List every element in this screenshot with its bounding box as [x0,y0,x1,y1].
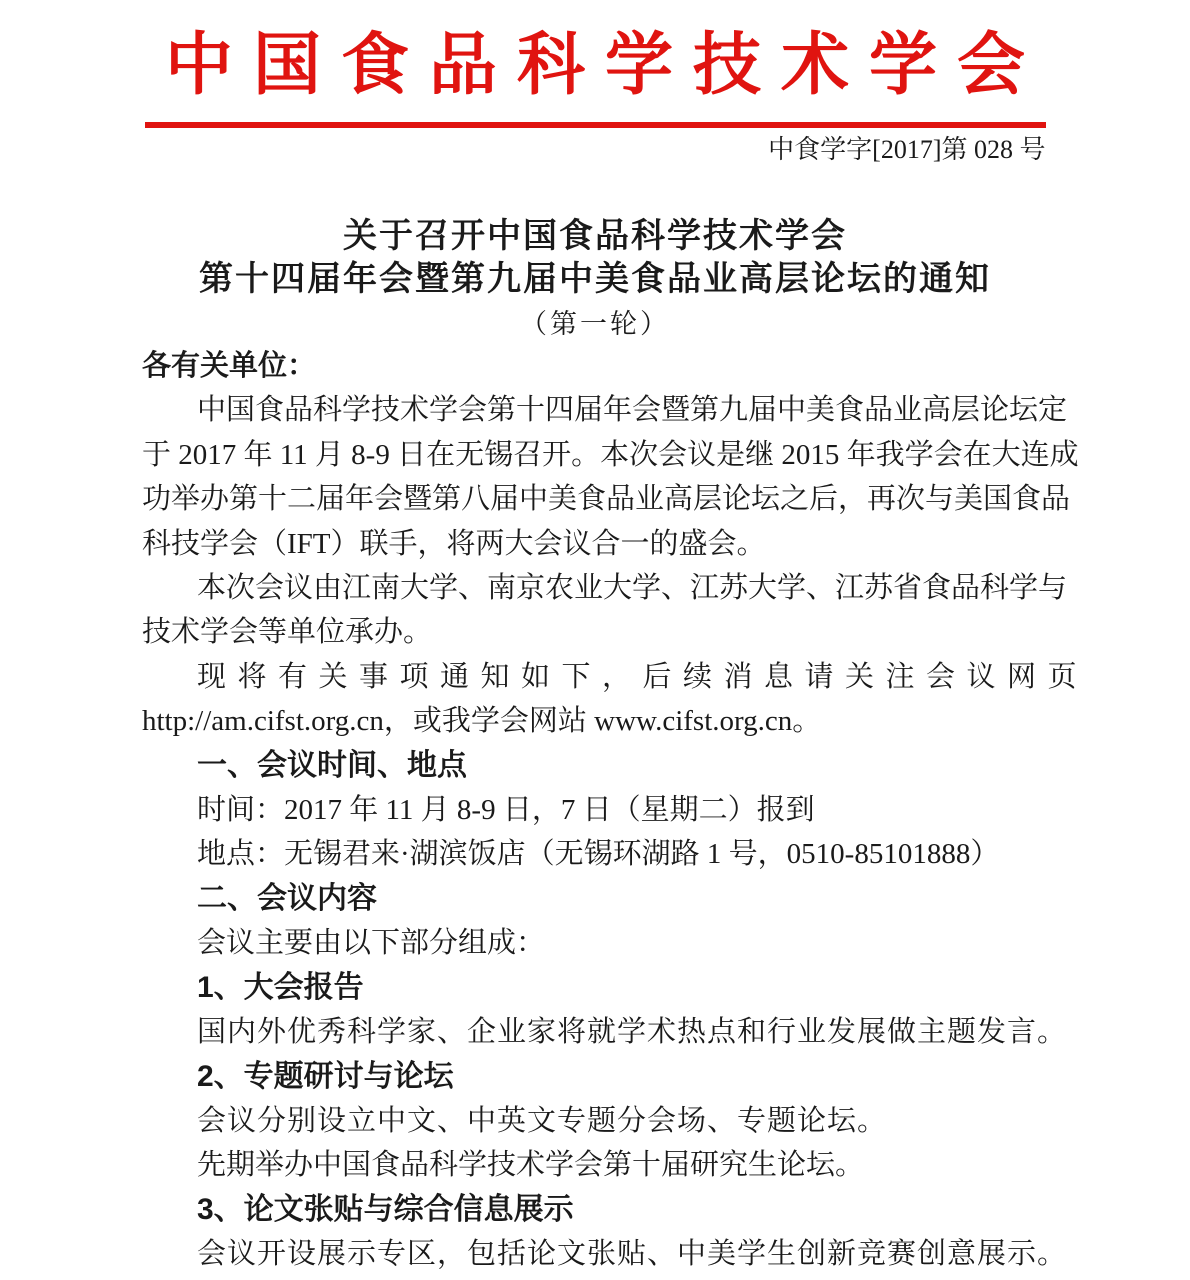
section-heading-2: 二、会议内容 [197,881,377,915]
section-heading-1: 一、会议时间、地点 [197,748,467,782]
body-line: 科技学会（IFT）联手，将两大会议合一的盛会。 [142,527,766,560]
body-line: 技术学会等单位承办。 [142,616,433,649]
item-heading-2: 2、专题研讨与论坛 [197,1059,454,1093]
body-line: 会议主要由以下部分组成： [197,927,546,960]
doc-number: 中食学字[2017]第 028 号 [768,135,1046,164]
letterhead-divider [145,122,1046,128]
notice-title-line2: 第十四届年会暨第九届中美食品业高层论坛的通知 [199,260,991,298]
body-line: 先期举办中国食品科学技术学会第十届研究生论坛。 [197,1149,865,1182]
letterhead-org-name: 中国食品科学技术学会 [164,27,1045,103]
body-line: 会议分别设立中文、中英文专题分会场、专题论坛。 [197,1104,888,1137]
meeting-time-line: 时间：2017 年 11 月 8-9 日，7 日（星期二）报到 [197,794,815,827]
url-line: http://am.cifst.org.cn，或我学会网站 www.cifst.org.cn。 [142,705,822,738]
body-line: 功举办第十二届年会暨第八届中美食品业高层论坛之后，再次与美国食品 [142,483,1071,516]
body-line: 中国食品科学技术学会第十四届年会暨第九届中美食品业高层论坛定 [197,394,1068,427]
body-line: 现将有关事项通知如下，后续消息请关注会议网页 [197,660,1089,693]
notice-round-label: （第一轮） [520,309,670,339]
body-line: 国内外优秀科学家、企业家将就学术热点和行业发展做主题发言。 [197,1016,1068,1049]
notice-body [142,344,1089,1277]
notice-title-line1: 关于召开中国食品科学技术学会 [343,217,847,255]
item-heading-3: 3、论文张贴与综合信息展示 [197,1192,574,1226]
body-line: 本次会议由江南大学、南京农业大学、江苏大学、江苏省食品科学与 [197,572,1068,605]
body-line: 于 2017 年 11 月 8-9 日在无锡召开。本次会议是继 2015 年我学会在大连成 [142,438,1079,471]
meeting-venue-line: 地点：无锡君来·湖滨饭店（无锡环湖路 1 号，0510-85101888） [197,838,1000,871]
notice-title [0,215,1190,301]
salutation-line: 各有关单位： [142,350,317,382]
body-line: 会议开设展示专区，包括论文张贴、中美学生创新竞赛创意展示。 [197,1238,1068,1271]
item-heading-1: 1、大会报告 [197,970,364,1004]
